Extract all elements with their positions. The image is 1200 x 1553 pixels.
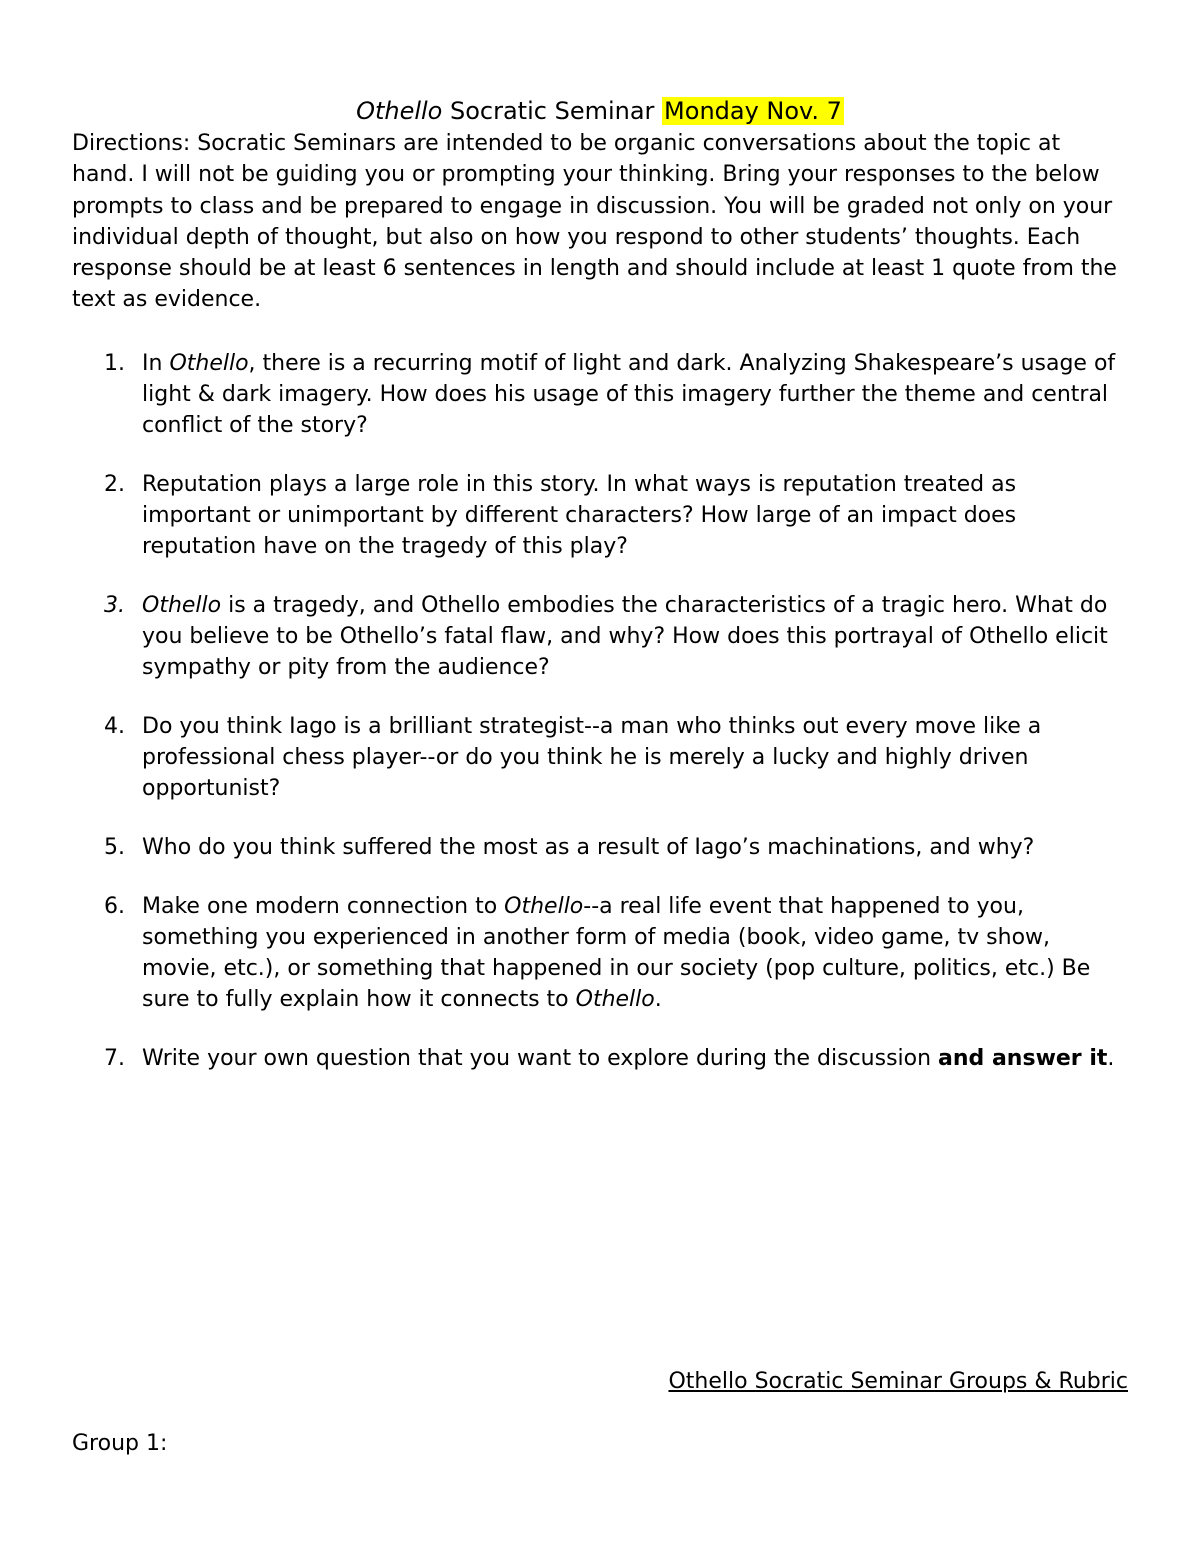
title-date-highlight: Monday Nov. 7 [664, 97, 842, 125]
prompt-number: 4. [104, 713, 125, 739]
prompt-text: In [142, 350, 170, 376]
prompt-number: 3. [104, 592, 125, 618]
prompt-text: Do you think Iago is a brilliant strategist--a man who thinks out every move like a professional chess player--or do you think he is merely a lucky and highly driven opportunist? [142, 713, 1042, 801]
prompt-item-4 [72, 711, 1128, 804]
group-label: Group 1: [72, 1431, 168, 1456]
prompt-text: . [654, 986, 662, 1012]
title-italic: Othello [356, 97, 443, 125]
title-plain: Socratic Seminar [442, 97, 663, 125]
directions-paragraph: Directions: Socratic Seminars are intended to be organic conversations about the topic at hand. I will not be guiding you or prompting your thinking. Bring your responses to the below prompts to class and be prepared to engage in discussion. You will be graded not only on your individual depth of thought, but also on how you respond to other students’ thoughts. Each response should be at least 6 sentences in length and should include at least 1 quote from the text as evidence. [72, 131, 1117, 313]
prompt-text: is a tragedy, and Othello embodies the characteristics of a tragic hero. What do you believe to be Othello’s fatal flaw, and why? How does this portrayal of Othello elicit sympathy or pity from the audience? [142, 592, 1108, 680]
prompt-text: Make one modern connection to [142, 893, 505, 919]
prompt-text: Write your own question that you want to explore during the discussion [142, 1045, 939, 1071]
rubric-link[interactable]: Othello Socratic Seminar Groups & Rubric [668, 1369, 1128, 1394]
prompt-italic: Othello [169, 350, 249, 376]
prompt-item-6 [72, 891, 1128, 1015]
prompt-item-5 [72, 832, 1128, 863]
prompt-text: Who do you think suffered the most as a result of Iago’s machinations, and why? [142, 834, 1035, 860]
prompt-italic: Othello [575, 986, 655, 1012]
prompt-item-1 [72, 348, 1128, 441]
prompt-text: . [1107, 1045, 1115, 1071]
prompt-number: 6. [104, 893, 125, 919]
prompt-item-2 [72, 469, 1128, 562]
prompt-text: --a real life event that happened to you, something you experienced in another form of media (book, video game, tv show, movie, etc.), or something that happened in our society (pop culture, politics, etc.) Be sure to fully explain how it connects to [142, 893, 1091, 1012]
prompt-italic: Othello [504, 893, 584, 919]
prompt-item-3 [72, 590, 1128, 683]
prompt-italic: Othello [142, 592, 222, 618]
prompt-number: 1. [104, 350, 125, 376]
prompt-number: 5. [104, 834, 125, 860]
prompt-text: Reputation plays a large role in this story. In what ways is reputation treated as important or unimportant by different characters? How large of an impact does reputation have on the tragedy of this play? [142, 471, 1017, 559]
prompt-number: 2. [104, 471, 125, 497]
prompt-bold: and answer it [938, 1045, 1108, 1071]
prompt-number: 7. [104, 1045, 125, 1071]
prompt-text: , there is a recurring motif of light and dark. Analyzing Shakespeare’s usage of light & dark imagery. How does his usage of this imagery further the theme and central conflict of the story? [142, 350, 1116, 438]
page-title [72, 94, 1128, 128]
prompt-item-7 [72, 1043, 1128, 1074]
prompt-list [72, 348, 1128, 1074]
